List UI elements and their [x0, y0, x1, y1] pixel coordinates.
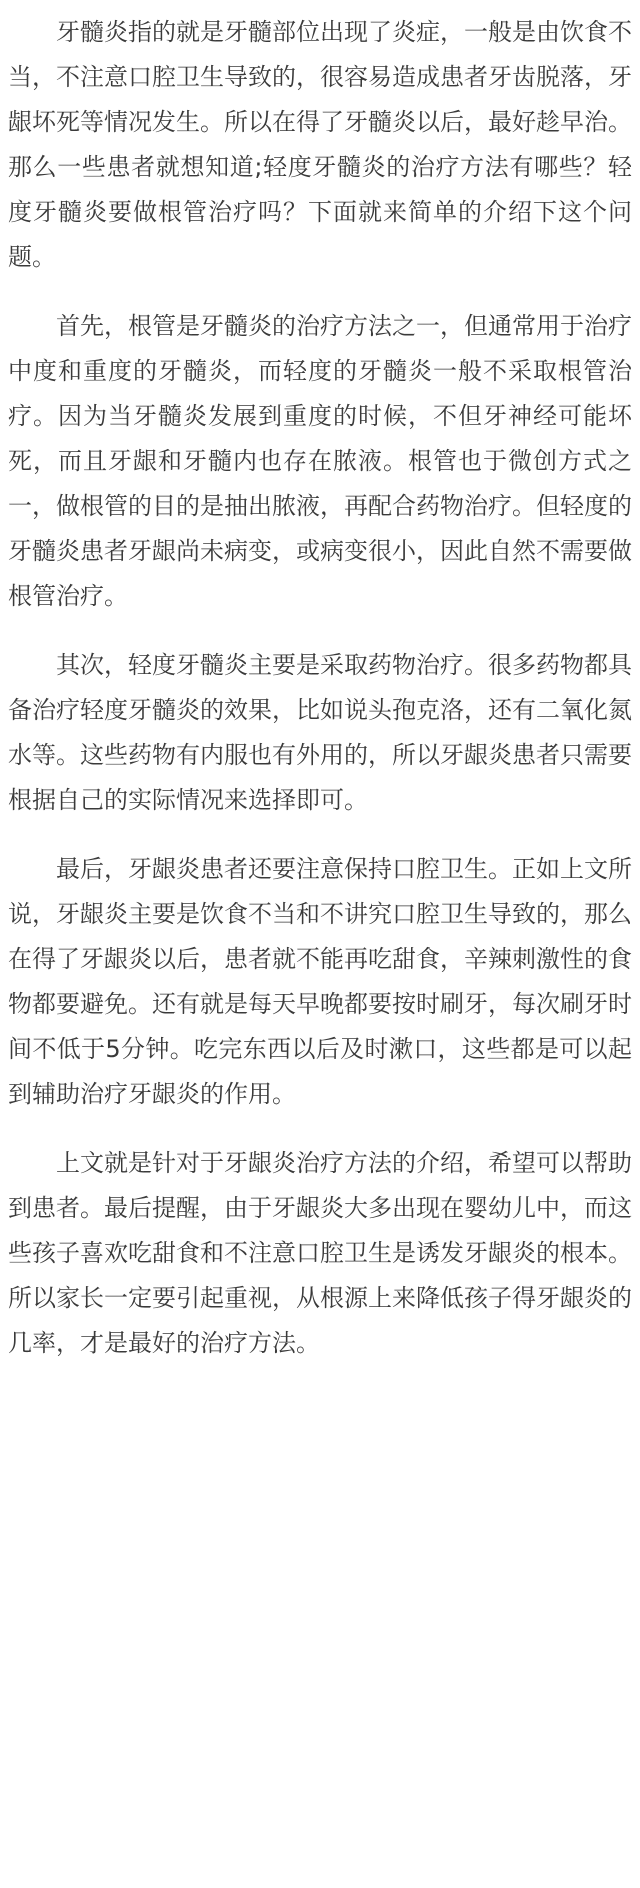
- paragraph-oral-hygiene: 最后，牙龈炎患者还要注意保持口腔卫生。正如上文所说，牙龈炎主要是饮食不当和不讲究口腔卫生导致的，那么在得了牙龈炎以后，患者就不能再吃甜食，辛辣刺激性的食物都要避免。还有就是每天早晚都要按时刷牙，每次刷牙时间不低于5分钟。吃完东西以后及时漱口，这些都是可以起到辅助治疗牙龈炎的作用。: [8, 855, 632, 1108]
- paragraph-conclusion: 上文就是针对于牙龈炎治疗方法的介绍，希望可以帮助到患者。最后提醒，由于牙龈炎大多出现在婴幼儿中，而这些孩子喜欢吃甜食和不注意口腔卫生是诱发牙龈炎的根本。所以家长一定要引起重视，从根源上来降低孩子得牙龈炎的几率，才是最好的治疗方法。: [8, 1149, 632, 1357]
- paragraph-intro: 牙髓炎指的就是牙髓部位出现了炎症，一般是由饮食不当，不注意口腔卫生导致的，很容易造成患者牙齿脱落，牙龈坏死等情况发生。所以在得了牙髓炎以后，最好趁早治。那么一些患者就想知道;轻度牙髓炎的治疗方法有哪些？轻度牙髓炎要做根管治疗吗？下面就来简单的介绍下这个问题。: [8, 18, 632, 271]
- paragraph-root-canal: 首先，根管是牙髓炎的治疗方法之一，但通常用于治疗中度和重度的牙髓炎，而轻度的牙髓炎一般不采取根管治疗。因为当牙髓炎发展到重度的时候，不但牙神经可能坏死，而且牙龈和牙髓内也存在脓液。根管也于微创方式之一，做根管的目的是抽出脓液，再配合药物治疗。但轻度的牙髓炎患者牙龈尚未病变，或病变很小，因此自然不需要做根管治疗。: [8, 312, 632, 610]
- paragraph-medication: 其次，轻度牙髓炎主要是采取药物治疗。很多药物都具备治疗轻度牙髓炎的效果，比如说头孢克洛，还有二氧化氮水等。这些药物有内服也有外用的，所以牙龈炎患者只需要根据自己的实际情况来选择即可。: [8, 651, 632, 814]
